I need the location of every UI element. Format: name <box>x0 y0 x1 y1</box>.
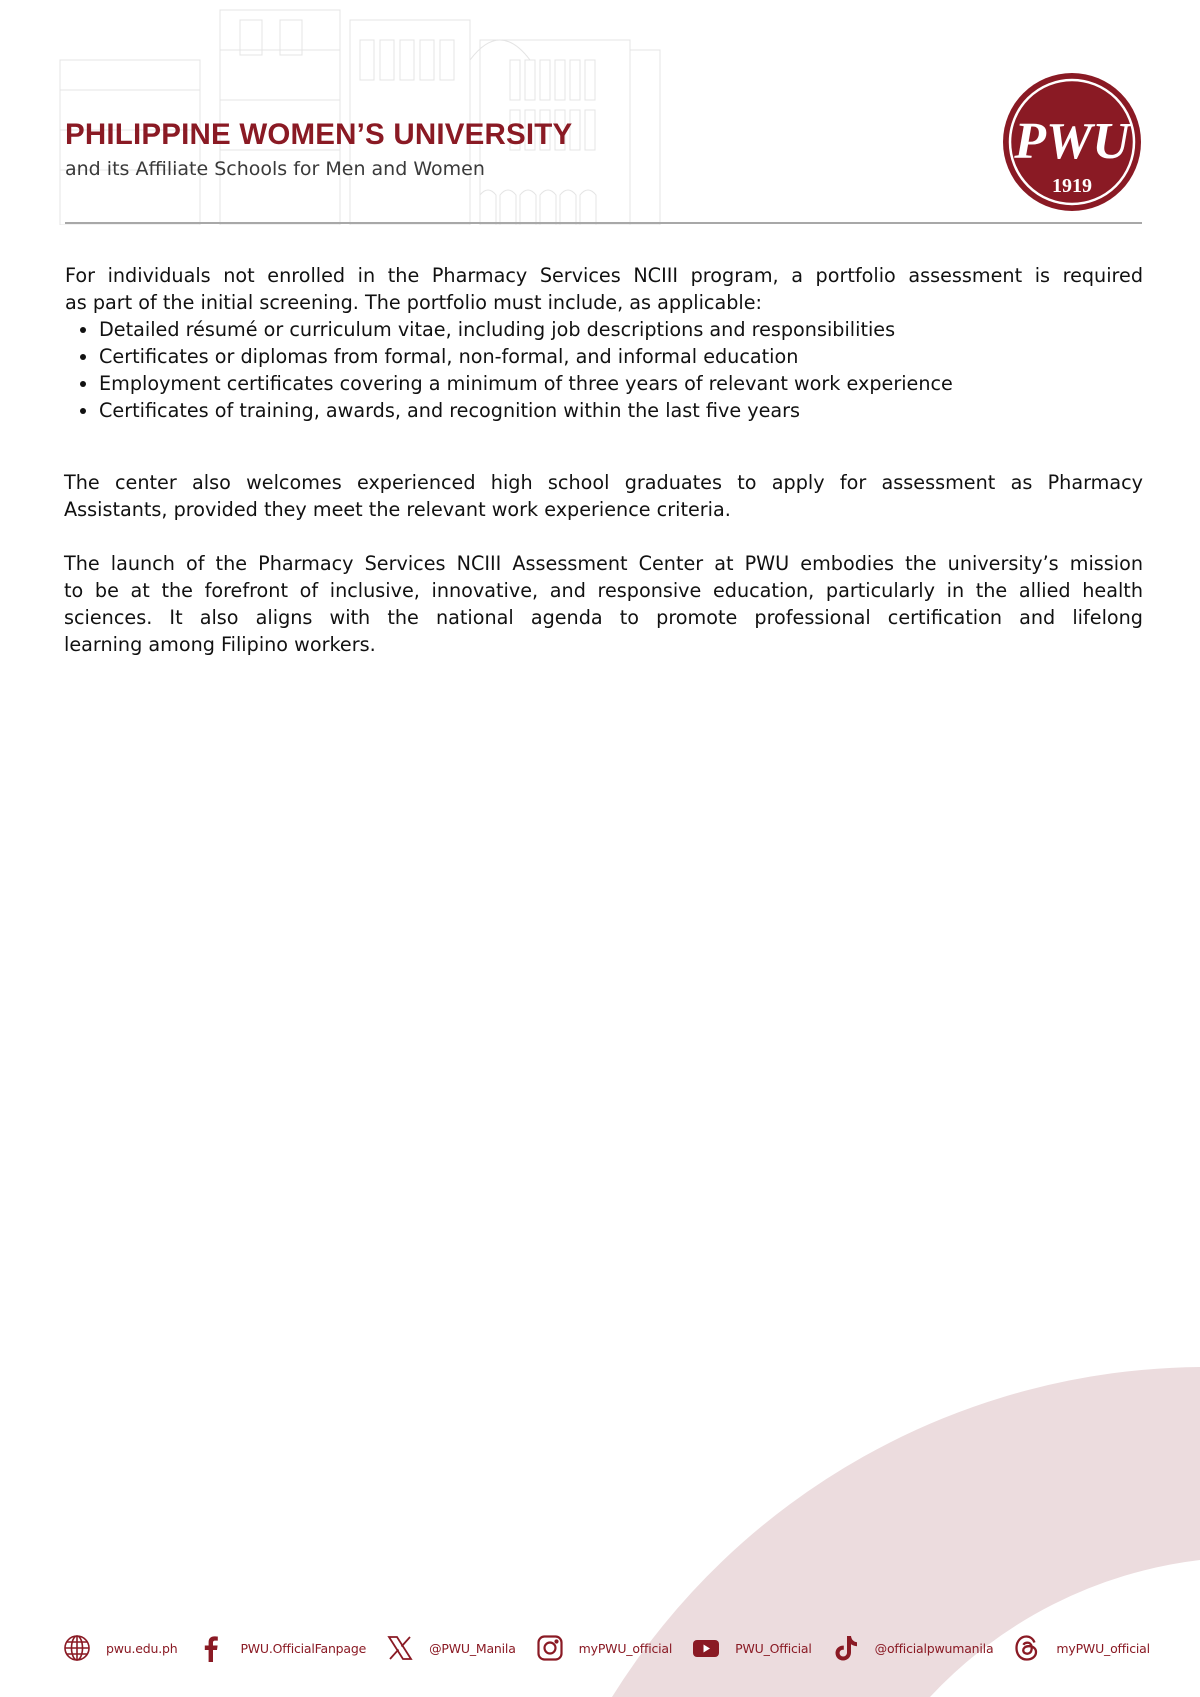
footer-link-facebook[interactable] <box>196 1633 366 1663</box>
requirement-item: • Employment certificates covering a minimum of three years of relevant work experience <box>99 370 1143 397</box>
footer-link-website[interactable] <box>62 1633 177 1663</box>
paragraph-line: Assistants, provided they meet the relevant work experience criteria. <box>64 498 731 521</box>
pwu-logo <box>1002 72 1142 212</box>
portfolio-section <box>65 262 1143 424</box>
globe-icon <box>62 1633 92 1663</box>
footer-link-label: PWU_Official <box>735 1640 812 1656</box>
logo-monogram: PWU <box>1014 113 1130 170</box>
youtube-icon <box>691 1633 721 1663</box>
intro-paragraph <box>65 262 1143 316</box>
footer-link-label: PWU.OfficialFanpage <box>240 1640 367 1656</box>
requirements-list <box>65 316 1143 424</box>
paragraph-line: The launch of the Pharmacy Services NCIII Assessment Center at PWU embodies the university’s mission <box>64 552 1143 575</box>
x-icon <box>385 1633 415 1663</box>
footer-link-label: myPWU_official <box>578 1640 673 1656</box>
requirement-item: • Certificates or diplomas from formal, non-formal, and informal education <box>99 343 1143 370</box>
tiktok-icon <box>831 1633 861 1663</box>
footer-link-label: @officialpwumanila <box>874 1640 994 1656</box>
threads-icon <box>1012 1633 1042 1663</box>
university-name: PHILIPPINE WOMEN’S UNIVERSITY <box>65 118 573 151</box>
mission-paragraph <box>64 550 1143 658</box>
footer-link-instagram[interactable] <box>535 1633 672 1663</box>
footer-link-label: pwu.edu.ph <box>106 1640 178 1656</box>
header-divider <box>65 222 1142 224</box>
high-school-graduates-paragraph <box>64 469 1143 523</box>
paragraph-line: The center also welcomes experienced high school graduates to apply for assessment as Pharmacy <box>64 471 1143 494</box>
footer-link-label: @PWU_Manila <box>429 1640 516 1656</box>
footer-link-youtube[interactable] <box>691 1633 812 1663</box>
logo-year: 1919 <box>1052 175 1092 197</box>
requirement-item: • Detailed résumé or curriculum vitae, including job descriptions and responsibilities <box>99 316 1143 343</box>
paragraph-line: to be at the forefront of inclusive, innovative, and responsive education, particularly in the allied health <box>64 579 1143 602</box>
instagram-icon <box>535 1633 565 1663</box>
requirement-item: • Certificates of training, awards, and recognition within the last five years <box>99 397 1143 424</box>
footer-link-label: myPWU_official <box>1056 1640 1150 1656</box>
facebook-icon <box>196 1633 226 1663</box>
paragraph-line: sciences. It also aligns with the national agenda to promote professional certification and lifelong <box>64 606 1143 629</box>
paragraph-line: learning among Filipino workers. <box>64 633 376 656</box>
social-footer <box>62 1631 1169 1665</box>
intro-line: For individuals not enrolled in the Pharmacy Services NCIII program, a portfolio assessment is required <box>65 264 1143 287</box>
footer-link-tiktok[interactable] <box>831 1633 994 1663</box>
footer-link-threads[interactable] <box>1012 1633 1149 1663</box>
footer-link-x[interactable] <box>385 1633 516 1663</box>
university-subtitle: and its Affiliate Schools for Men and Women <box>65 158 485 180</box>
intro-line: as part of the initial screening. The portfolio must include, as applicable: <box>65 291 763 314</box>
